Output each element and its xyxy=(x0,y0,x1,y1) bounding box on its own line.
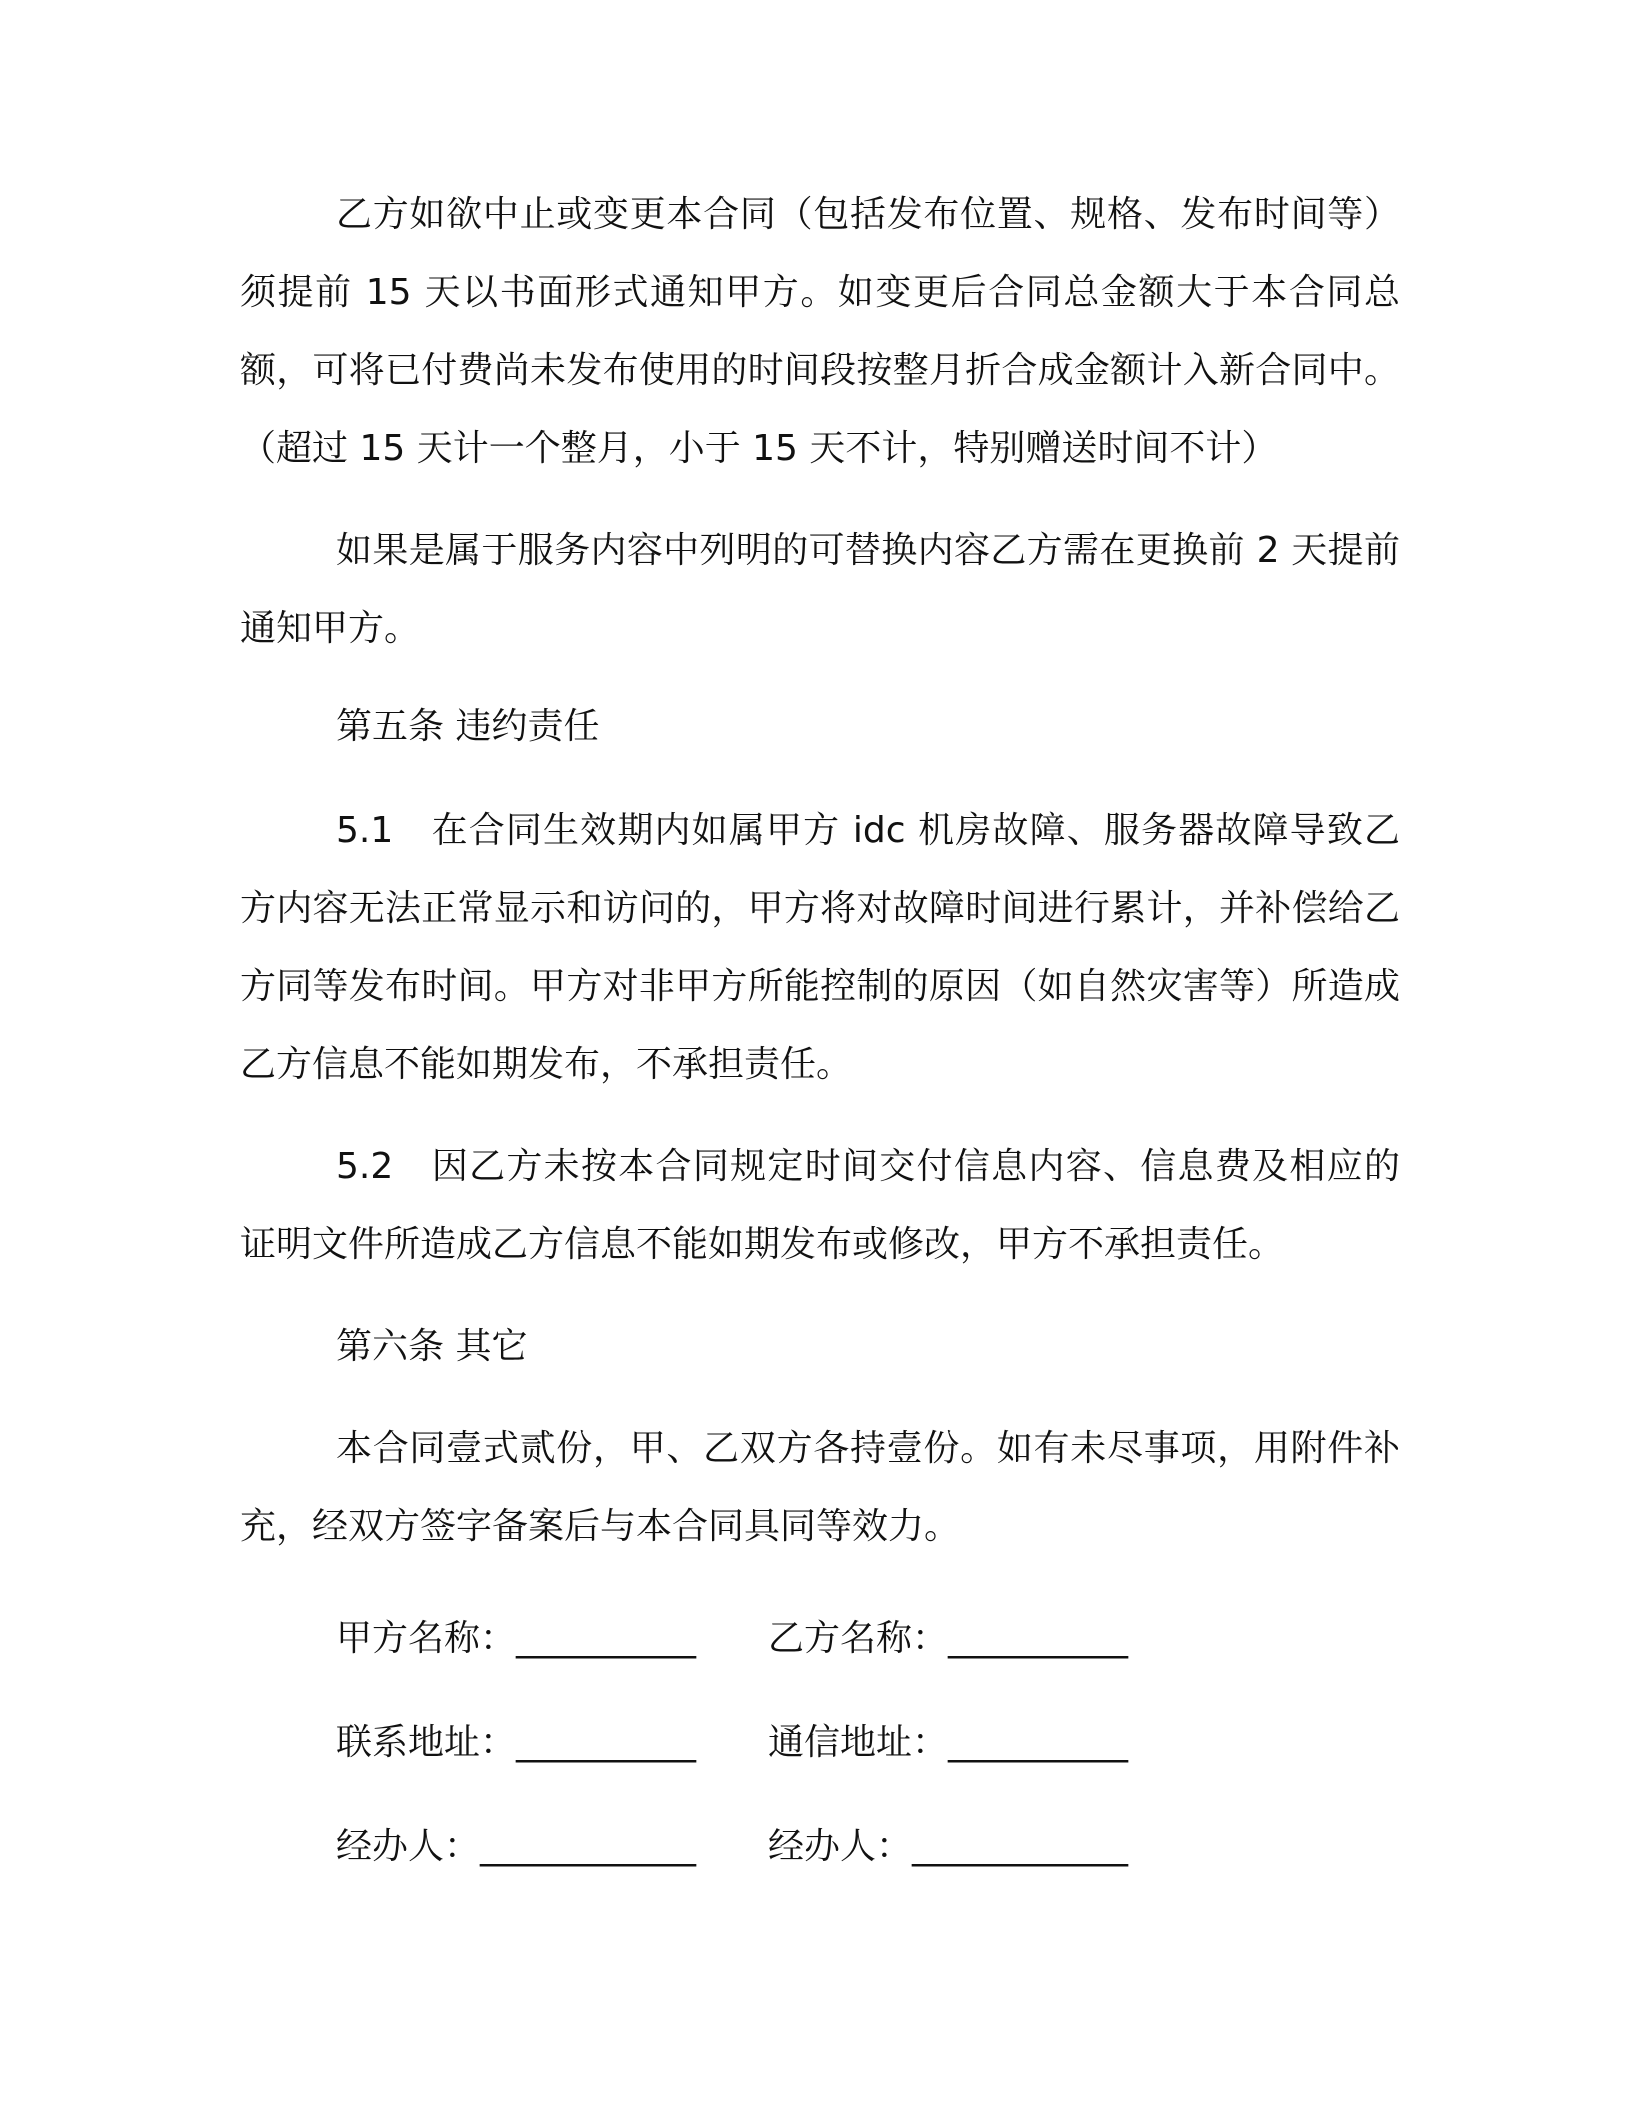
paragraph-clause-5-2: 5.2 因乙方未按本合同规定时间交付信息内容、信息费及相应的证明文件所造成乙方信息不能如期发布或修改，甲方不承担责任。 xyxy=(240,1146,1400,1265)
heading-article-5: 第五条 违约责任 xyxy=(336,706,600,747)
party-a-address-field: 联系地址：__________ xyxy=(336,1722,697,1763)
signature-row-name xyxy=(336,1600,1236,1678)
party-b-address-field: 通信地址：__________ xyxy=(768,1722,1129,1763)
party-a-handler-field: 经办人：____________ xyxy=(336,1826,697,1867)
party-a-name-field: 甲方名称：__________ xyxy=(336,1618,697,1659)
party-b-handler-field: 经办人：____________ xyxy=(768,1826,1129,1867)
party-b-name-field: 乙方名称：__________ xyxy=(768,1618,1129,1659)
paragraph-replaceable-content: 如果是属于服务内容中列明的可替换内容乙方需在更换前 2 天提前通知甲方。 xyxy=(240,530,1400,649)
paragraph-other-terms: 本合同壹式贰份，甲、乙双方各持壹份。如有未尽事项，用附件补充，经双方签字备案后与本合同具同等效力。 xyxy=(240,1428,1400,1547)
heading-article-6: 第六条 其它 xyxy=(336,1326,528,1367)
paragraph-clause-5-1: 5.1 在合同生效期内如属甲方 idc 机房故障、服务器故障导致乙方内容无法正常显示和访问的，甲方将对故障时间进行累计，并补偿给乙方同等发布时间。甲方对非甲方所能控制的原因（如自然灾害等）所造成乙方信息不能如期发布，不承担责任。 xyxy=(240,810,1400,1085)
signature-row-address xyxy=(336,1704,1236,1782)
paragraph-change-contract: 乙方如欲中止或变更本合同（包括发布位置、规格、发布时间等）须提前 15 天以书面形式通知甲方。如变更后合同总金额大于本合同总额，可将已付费尚未发布使用的时间段按整月折合成金额计入新合同中。（超过 15 天计一个整月，小于 15 天不计，特别赠送时间不计） xyxy=(240,194,1400,469)
signature-row-handler xyxy=(336,1808,1236,1886)
